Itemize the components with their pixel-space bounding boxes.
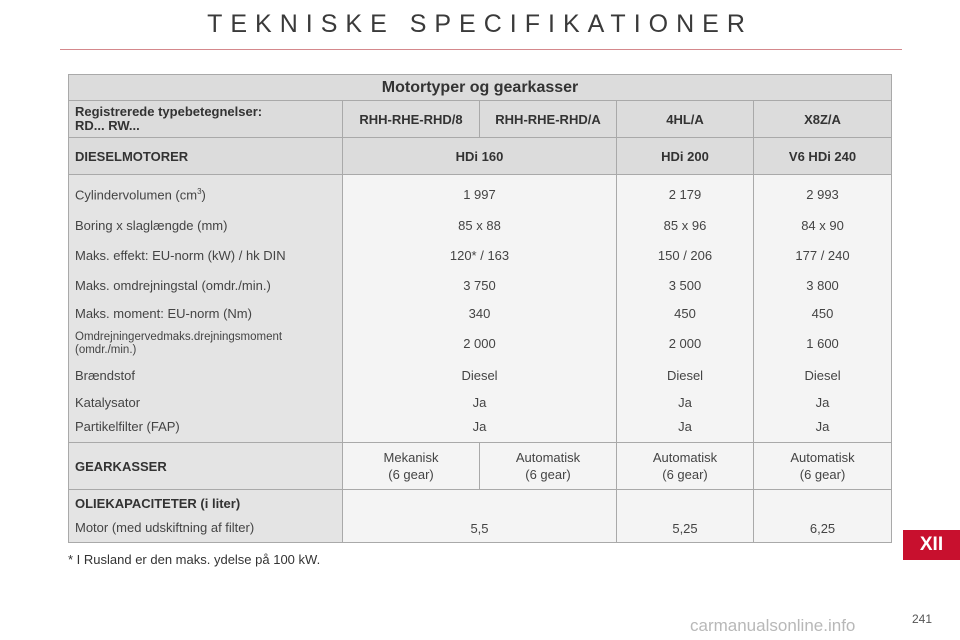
- diesel-label: DIESELMOTORER: [69, 138, 343, 175]
- oil-row-label: Motor (med udskiftning af filter): [75, 520, 255, 535]
- row-label: Maks. effekt: EU-norm (kW) / hk DIN: [69, 241, 343, 271]
- engine-name: V6 HDi 240: [754, 138, 892, 175]
- gearbox-cell: Automatisk (6 gear): [617, 443, 754, 490]
- page-title: TEKNISKE SPECIFIKATIONER: [207, 10, 753, 38]
- gearbox-label: GEARKASSER: [69, 443, 343, 490]
- table-row: [69, 241, 892, 271]
- row-value: Ja: [617, 415, 754, 443]
- row-value: Diesel: [617, 361, 754, 391]
- table-row: [69, 361, 892, 391]
- row-value: 3 500: [617, 271, 754, 301]
- row-value: 85 x 96: [617, 211, 754, 241]
- row-value: Ja: [343, 391, 617, 415]
- row-label: Boring x slaglængde (mm): [69, 211, 343, 241]
- gearbox-cell: Automatisk (6 gear): [754, 443, 892, 490]
- row-label: Cylindervolumen $(cm^3)$: [69, 175, 343, 211]
- row-value: Ja: [617, 391, 754, 415]
- row-label: Katalysator: [69, 391, 343, 415]
- row-value: 150 / 206: [617, 241, 754, 271]
- engine-name: HDi 160: [343, 138, 617, 175]
- type-code: RHH-RHE-RHD/8: [343, 101, 480, 138]
- chapter-tab[interactable]: XII: [903, 530, 960, 560]
- row-value: 2 993: [754, 175, 892, 211]
- row-label: Partikelfilter (FAP): [69, 415, 343, 443]
- row-label: Maks. moment: EU-norm (Nm): [69, 301, 343, 327]
- spec-table: [68, 74, 892, 543]
- type-label: [69, 101, 343, 138]
- table-row: [69, 415, 892, 443]
- oil-value: 6,25: [754, 490, 892, 543]
- row-value: 2 000: [343, 327, 617, 361]
- row-value: 3 800: [754, 271, 892, 301]
- footnote: * I Rusland er den maks. ydelse på 100 kW.: [68, 552, 321, 567]
- table-row: [69, 211, 892, 241]
- row-value: 450: [617, 301, 754, 327]
- row-value: Diesel: [343, 361, 617, 391]
- engine-row: [69, 138, 892, 175]
- row-value: 85 x 88: [343, 211, 617, 241]
- row-label: Omdrejningervedmaks.drejningsmoment (omdr./min.): [69, 327, 343, 361]
- table-row: [69, 327, 892, 361]
- row-value: Ja: [754, 391, 892, 415]
- row-value: 177 / 240: [754, 241, 892, 271]
- row-label: Maks. omdrejningstal (omdr./min.): [69, 271, 343, 301]
- gearbox-cell: Automatisk (6 gear): [480, 443, 617, 490]
- row-value: 1 600: [754, 327, 892, 361]
- row-value: 450: [754, 301, 892, 327]
- row-value: 84 x 90: [754, 211, 892, 241]
- row-label: Brændstof: [69, 361, 343, 391]
- title-divider: [60, 49, 902, 50]
- type-row: [69, 101, 892, 138]
- row-value: 2 179: [617, 175, 754, 211]
- table-row: [69, 391, 892, 415]
- row-value: Ja: [343, 415, 617, 443]
- row-value: 340: [343, 301, 617, 327]
- oil-heading: OLIEKAPACITETER (i liter): [75, 496, 241, 511]
- table-heading-row: [69, 75, 892, 101]
- oil-value: 5,25: [617, 490, 754, 543]
- gearbox-row: [69, 443, 892, 490]
- row-value: 120* / 163: [343, 241, 617, 271]
- row-value: Diesel: [754, 361, 892, 391]
- engine-name: HDi 200: [617, 138, 754, 175]
- type-code: RHH-RHE-RHD/A: [480, 101, 617, 138]
- row-value: 3 750: [343, 271, 617, 301]
- row-value: 2 000: [617, 327, 754, 361]
- watermark: carmanualsonline.info: [690, 616, 856, 635]
- oil-value: 5,5: [343, 490, 617, 543]
- table-row: [69, 301, 892, 327]
- gearbox-cell: Mekanisk (6 gear): [343, 443, 480, 490]
- type-code: X8Z/A: [754, 101, 892, 138]
- type-code: 4HL/A: [617, 101, 754, 138]
- page-number: 241: [912, 612, 933, 626]
- row-value: Ja: [754, 415, 892, 443]
- type-label-line1: Registrerede typebetegnelser:: [75, 104, 263, 119]
- table-heading: Motortyper og gearkasser: [69, 75, 892, 101]
- row-value: 1 997: [343, 175, 617, 211]
- table-row: [69, 175, 892, 211]
- oil-label: [69, 490, 343, 543]
- oil-row: [69, 490, 892, 543]
- table-row: [69, 271, 892, 301]
- type-label-line2: RD... RW...: [75, 118, 140, 133]
